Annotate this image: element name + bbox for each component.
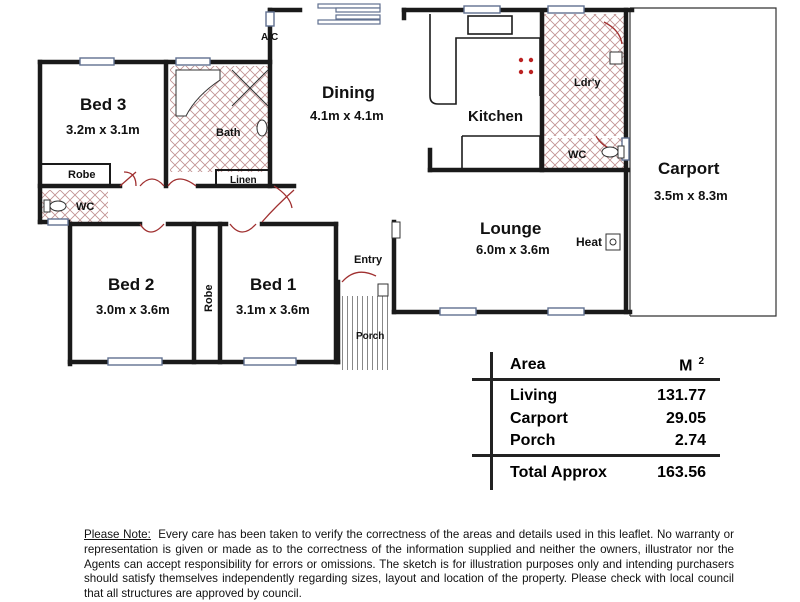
area-unit-sup: 2 — [698, 356, 704, 367]
laundry-tiles — [544, 14, 626, 136]
porch-name: Porch — [356, 331, 385, 342]
bed2-dims: 3.0m x 3.6m — [96, 302, 170, 317]
kitchen-name: Kitchen — [468, 108, 524, 125]
area-row-value: 29.05 — [665, 410, 706, 427]
area-row-label: Carport — [510, 410, 568, 427]
area-table-vertical-rule — [490, 352, 493, 490]
area-table-total-rule — [472, 454, 720, 457]
area-header-label: Area — [510, 356, 546, 373]
bath-name: Bath — [216, 127, 241, 139]
bed1-name: Bed 1 — [250, 275, 297, 294]
ac-name: A/C — [261, 32, 279, 43]
dining-name: Dining — [322, 83, 375, 102]
wc-left-name: WC — [76, 201, 95, 213]
area-total-value: 163.56 — [657, 464, 706, 481]
area-unit: M — [679, 357, 693, 375]
carport-dims: 3.5m x 8.3m — [654, 188, 728, 203]
bed1-dims: 3.1m x 3.6m — [236, 302, 310, 317]
heat-name: Heat — [576, 235, 603, 249]
disclaimer-note — [84, 528, 734, 602]
note-label: Please Note: — [84, 528, 151, 541]
lounge-name: Lounge — [480, 219, 542, 238]
sliding-door-icon — [318, 4, 380, 24]
carport-name: Carport — [658, 159, 720, 178]
note-text: Every care has been taken to verify the correctness of the areas and details used in this leaflet. No warranty or representation is given or made as to the correctness of the information supplied and neither the owners, illustrator nor the Agents can accept responsibility for errors or omissions. The sketch is for illustration purposes only and intending purchasers should satisfy themselves independently regarding sizes, layout and location of the property. Please check with local council that all structures are approved by council. — [84, 528, 734, 601]
area-table-top-rule — [472, 378, 720, 381]
linen-name: Linen — [230, 175, 257, 186]
robe-side-name: Robe — [203, 284, 215, 312]
hob-icon — [519, 58, 533, 74]
bed3-dims: 3.2m x 3.1m — [66, 122, 140, 137]
laundry-name: Ldr'y — [574, 77, 601, 89]
area-total-label: Total Approx — [510, 464, 607, 481]
area-row-label: Porch — [510, 432, 556, 449]
entry-name: Entry — [354, 254, 383, 266]
kitchen-bench — [430, 14, 540, 170]
area-header-unit — [679, 356, 704, 375]
wc-right-name: WC — [568, 149, 587, 161]
area-table — [472, 352, 720, 490]
bed3-name: Bed 3 — [80, 95, 127, 114]
area-row-value: 2.74 — [674, 432, 706, 449]
bed2-name: Bed 2 — [108, 275, 155, 294]
dining-dims: 4.1m x 4.1m — [310, 108, 384, 123]
area-row-label: Living — [510, 387, 558, 404]
area-row-value: 131.77 — [657, 387, 706, 404]
robe-top-name: Robe — [68, 169, 96, 181]
lounge-dims: 6.0m x 3.6m — [476, 242, 550, 257]
